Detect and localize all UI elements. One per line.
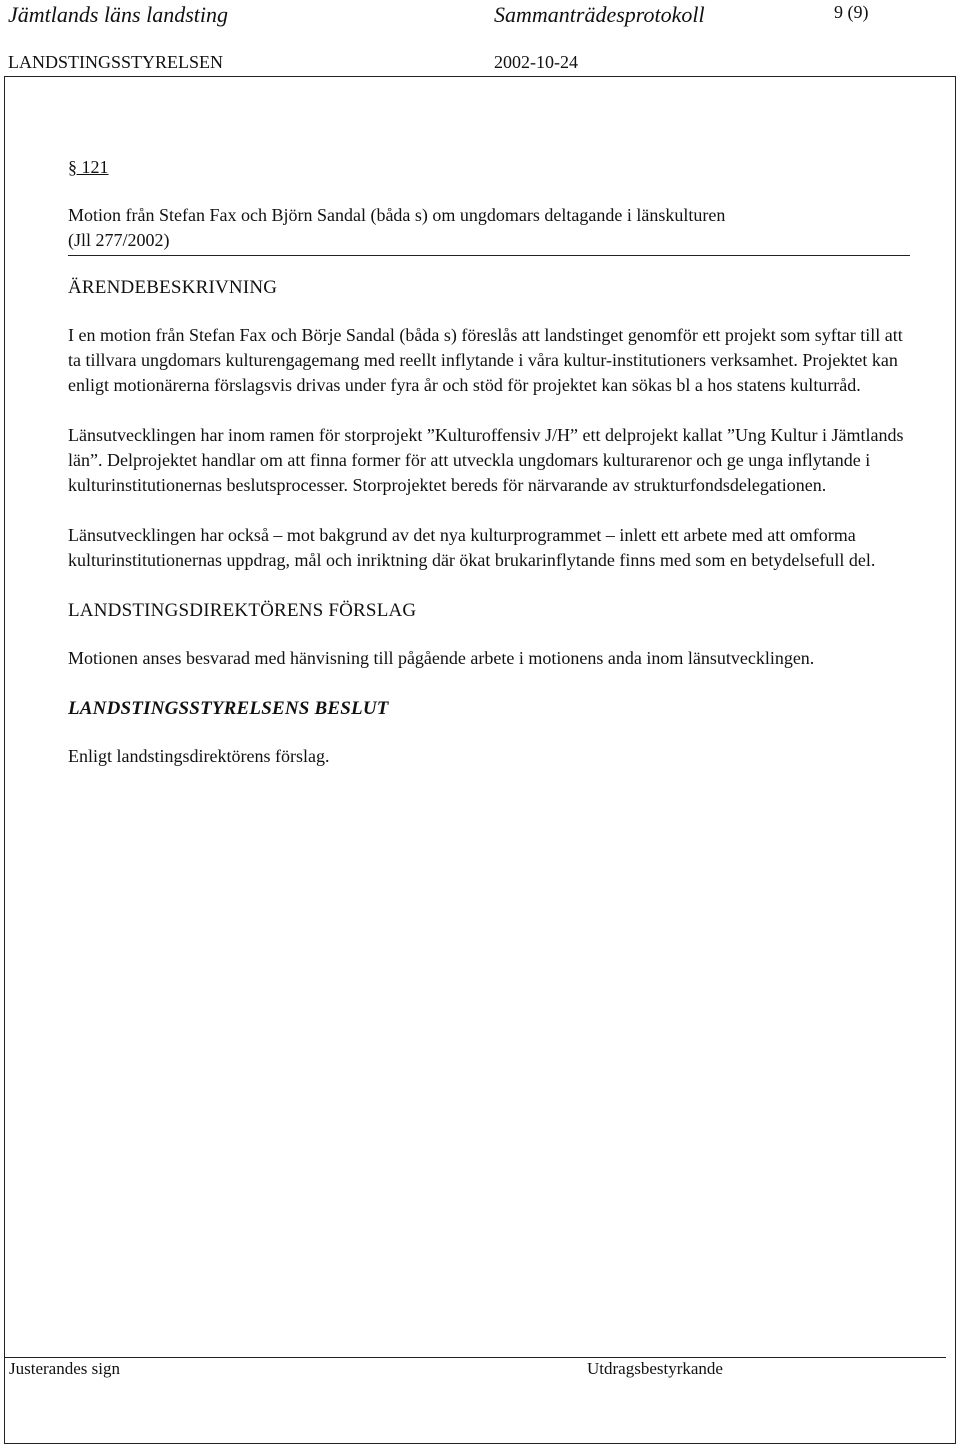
paragraph-number: § 121 (68, 157, 109, 177)
motion-title-line1: Motion från Stefan Fax och Björn Sandal (båda s) om ungdomars deltagande i länskulturen (68, 205, 726, 225)
title-underline (68, 255, 910, 256)
utdrag-label: Utdragsbestyrkande (587, 1359, 723, 1378)
justering-label: Justerandes sign (9, 1359, 120, 1378)
meeting-date: 2002-10-24 (494, 52, 578, 72)
beslut-heading: LANDSTINGSSTYRELSENS BESLUT (68, 698, 389, 719)
motion-title (68, 203, 913, 253)
arendebeskrivning-paragraph-3: Länsutvecklingen har också – mot bakgrund av det nya kulturprogrammet – inlett ett arbete med att omforma kulturinstitutionernas uppdrag, mål och inriktning där ökat brukarinflytande finns med som en betydelsefull del. (68, 525, 876, 570)
arendebeskrivning-paragraph-2: Länsutvecklingen har inom ramen för storprojekt ”Kulturoffensiv J/H” ett delprojekt kallat ”Ung Kultur i Jämtlands län”. Delprojektet handlar om att finna former för att utveckla ungdomars kulturarenor och ge unga inflytande i kulturinstitutionernas beslutsprocesser. Storprojektet bereds för närvarande av strukturfondsdelegationen. (68, 425, 904, 495)
organization-name: Jämtlands läns landsting (8, 2, 229, 27)
arendebeskrivning-paragraph-1: I en motion från Stefan Fax och Börje Sandal (båda s) föreslås att landstinget genomför ett projekt som syftar till att ta tillvara ungdomars kulturengagemang med reellt inflytande i våra kultur-institutioners verksamhet. Projektet kan enligt motionärerna förslagsvis drivas under fyra år och stöd för projektet kan sökas bl a hos statens kulturråd. (68, 325, 903, 395)
direktor-forslag-heading: LANDSTINGSDIREKTÖRENS FÖRSLAG (68, 600, 417, 621)
footer-rule (4, 1357, 946, 1358)
beslut-paragraph: Enligt landstingsdirektörens förslag. (68, 746, 330, 766)
protocol-body (68, 155, 913, 794)
direktor-forslag-paragraph: Motionen anses besvarad med hänvisning till pågående arbete i motionens anda inom länsutvecklingen. (68, 648, 815, 668)
board-name: LANDSTINGSSTYRELSEN (8, 52, 224, 72)
motion-title-line2: (Jll 277/2002) (68, 230, 170, 250)
arendebeskrivning-heading: ÄRENDEBESKRIVNING (68, 277, 278, 298)
document-type: Sammanträdesprotokoll (494, 2, 705, 27)
page-number: 9 (9) (834, 2, 869, 22)
